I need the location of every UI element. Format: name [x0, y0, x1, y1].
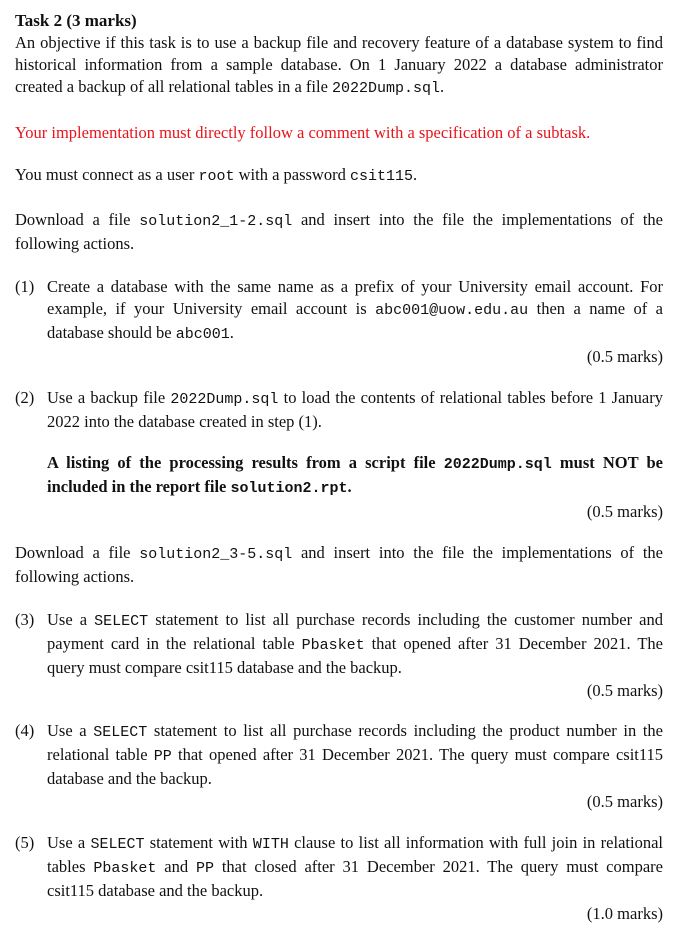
sql-keyword: SELECT [90, 836, 145, 853]
connect-paragraph: You must connect as a user root with a password csit115. [15, 165, 418, 185]
item-3-marks: (0.5 marks) [586, 681, 663, 700]
item-text: Use a SELECT statement with WITH clause to list all information with full join in relational tables Pbasket and PP that closed after 31 December 2021. The query must compare csit115 database and the backup. [47, 833, 663, 900]
item-number: (4) [15, 721, 35, 740]
solution-file-1: solution2_1-2.sql [139, 213, 293, 230]
list-item-4 [15, 720, 663, 790]
task-title: Task 2 (3 marks) [15, 11, 137, 30]
solution-file-2: solution2_3-5.sql [139, 546, 293, 563]
task-document [15, 10, 663, 925]
table-name: Pbasket [93, 860, 157, 877]
item-5-marks: (1.0 marks) [586, 904, 663, 923]
sql-keyword: SELECT [93, 724, 148, 741]
item-number: (2) [15, 388, 35, 407]
sql-keyword: WITH [252, 836, 289, 853]
sql-keyword: SELECT [94, 613, 149, 630]
dump-file-name: 2022Dump.sql [332, 80, 441, 97]
list-item-5 [15, 832, 663, 902]
download-paragraph-2: Download a file solution2_3-5.sql and insert into the file the implementations of the following actions. [15, 543, 663, 586]
item-text: Use a SELECT statement to list all purchase records including the product number in the relational table PP that opened after 31 December 2021. The query must compare csit115 database and the backup. [47, 721, 664, 788]
list-item-3 [15, 609, 663, 679]
table-name: PP [153, 748, 172, 765]
database-name: abc001 [175, 326, 230, 343]
item-4-marks: (0.5 marks) [586, 792, 663, 811]
item-text: Use a SELECT statement to list all purchase records including the customer number and payment card in the relational table Pbasket that opened after 31 December 2021. The query must compare csit115 database and the backup. [47, 610, 663, 677]
email-address: abc001@uow.edu.au [375, 302, 529, 319]
item-text: Create a database with the same name as a prefix of your University email account. For example, if your University email account is abc001@uow.edu.au then a name of a database should be abc001. [47, 277, 663, 343]
item-1-marks: (0.5 marks) [586, 347, 663, 366]
dump-file-name: 2022Dump.sql [443, 456, 552, 473]
user-name: root [198, 168, 235, 185]
table-name: Pbasket [301, 637, 365, 654]
list-item-2 [15, 387, 663, 500]
table-name: PP [195, 860, 214, 877]
download-paragraph-1: Download a file solution2_1-2.sql and insert into the file the implementations of the following actions. [15, 210, 663, 253]
item-number: (1) [15, 277, 35, 296]
item-text: Use a backup file 2022Dump.sql to load the contents of relational tables before 1 January 2022 into the database created in step (1). A listing of the processing results from a script file 2022Dump.sql must NOT be included in the report file solution2.rpt. [47, 387, 663, 500]
report-file-name: solution2.rpt [230, 480, 348, 497]
dump-file-name: 2022Dump.sql [170, 391, 279, 408]
password: csit115 [349, 168, 413, 185]
important-note: A listing of the processing results from a script file 2022Dump.sql must NOT be included in the report file solution2.rpt. [47, 453, 663, 497]
item-number: (3) [15, 610, 35, 629]
intro-paragraph: An objective if this task is to use a backup file and recovery feature of a database system to find historical information from a sample database. On 1 January 2022 a database administrator created a backup of all relational tables in a file 2022Dump.sql. [15, 33, 663, 97]
warning-text: Your implementation must directly follow a comment with a specification of a subtask. [15, 123, 591, 142]
item-number: (5) [15, 833, 35, 852]
list-item-1 [15, 276, 663, 346]
item-2-marks: (0.5 marks) [586, 502, 663, 521]
